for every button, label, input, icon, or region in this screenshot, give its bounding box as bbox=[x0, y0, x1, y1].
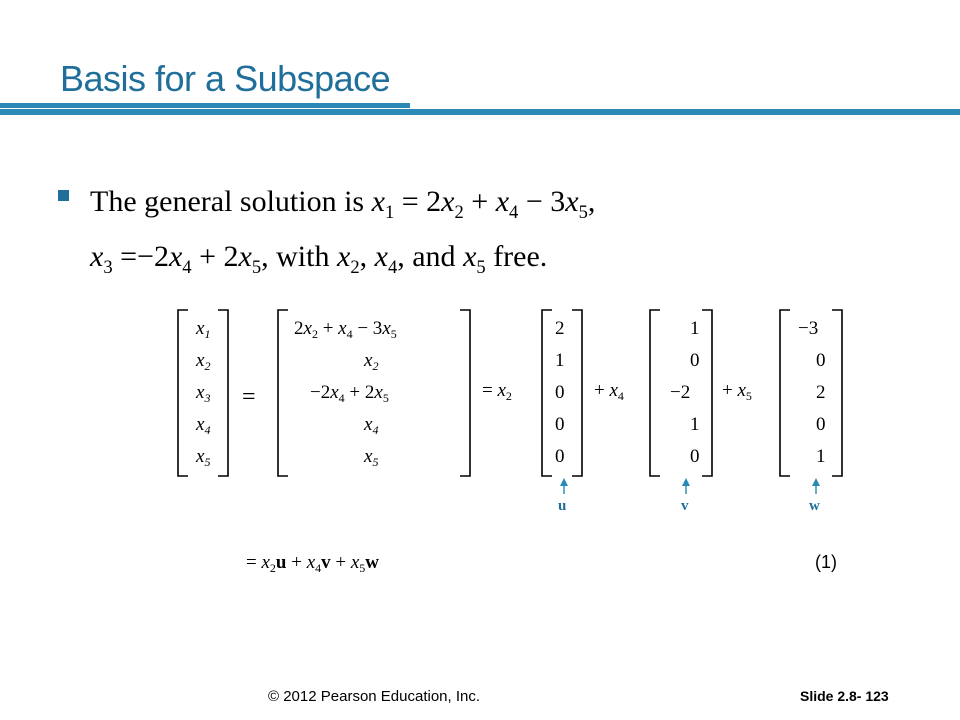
basis-arrows bbox=[560, 478, 820, 494]
title-rule bbox=[0, 109, 960, 115]
equation-number: (1) bbox=[815, 552, 837, 572]
svg-text:−2: −2 bbox=[670, 382, 691, 403]
copyright-text: © 2012 Pearson Education, Inc. bbox=[268, 688, 481, 705]
svg-text:+ x4: + $x_4$ bbox=[594, 380, 624, 403]
svg-text:1: 1 bbox=[690, 318, 700, 339]
svg-text:+ x5: + $x_5$ bbox=[722, 380, 752, 403]
svg-text:x4: $x_4$ bbox=[196, 414, 211, 437]
svg-text:x4: $x_4$ bbox=[364, 414, 379, 437]
svg-text:x2: $x_2$ bbox=[364, 350, 379, 373]
title-rule-accent bbox=[0, 103, 410, 108]
bullet-line-1: The general solution is $x_1 = 2x_2 + x_4 - 3x_5$, bbox=[90, 185, 596, 223]
square-bullet-icon bbox=[58, 190, 69, 201]
svg-text:=: = bbox=[242, 384, 256, 410]
combination-line: = $x_2u + x_4v + x_5w$ bbox=[246, 552, 380, 575]
svg-text:x3: $x_3$ bbox=[196, 382, 211, 405]
svg-text:x1: $x_1$ bbox=[196, 318, 211, 341]
svg-text:1: 1 bbox=[555, 350, 565, 371]
svg-text:0: 0 bbox=[816, 414, 826, 435]
svg-text:−3: −3 bbox=[798, 318, 819, 339]
svg-text:0: 0 bbox=[690, 350, 700, 371]
vector-equation bbox=[160, 296, 880, 586]
svg-text:1: 1 bbox=[690, 414, 700, 435]
svg-text:x2: $x_2$ bbox=[196, 350, 211, 373]
svg-text:0: 0 bbox=[555, 446, 565, 467]
svg-text:0: 0 bbox=[555, 414, 565, 435]
svg-text:w: w bbox=[809, 498, 820, 514]
svg-text:x5: $x_5$ bbox=[364, 446, 379, 469]
bullet-text bbox=[90, 180, 918, 290]
bullet-line-2: $x_3 =-2x_4 + 2x_5$, with $x_2$, $x_4$, and $x_5$ free. bbox=[90, 240, 548, 278]
svg-text:2: 2 bbox=[555, 318, 565, 339]
svg-text:0: 0 bbox=[690, 446, 700, 467]
svg-text:x5: $x_5$ bbox=[196, 446, 211, 469]
svg-text:v: v bbox=[681, 498, 689, 514]
basis-labels bbox=[558, 498, 820, 514]
slide-title: Basis for a Subspace bbox=[60, 58, 391, 99]
svg-text:0: 0 bbox=[816, 350, 826, 371]
svg-text:2x2 + x4 − 3x5: $2x_2 + x_4 - 3x_5$ bbox=[294, 318, 397, 341]
svg-text:2: 2 bbox=[816, 382, 826, 403]
svg-text:0: 0 bbox=[555, 382, 565, 403]
svg-text:u: u bbox=[558, 498, 567, 514]
bullet-block bbox=[58, 180, 918, 290]
svg-text:1: 1 bbox=[816, 446, 826, 467]
svg-text:−2x4 + 2x5: $-2x_4 + 2x_5$ bbox=[310, 382, 389, 405]
svg-text:= x2: = $x_2$ bbox=[482, 380, 512, 403]
matrix-entries bbox=[195, 318, 826, 469]
slide-number: Slide 2.8- 123 bbox=[800, 688, 889, 704]
